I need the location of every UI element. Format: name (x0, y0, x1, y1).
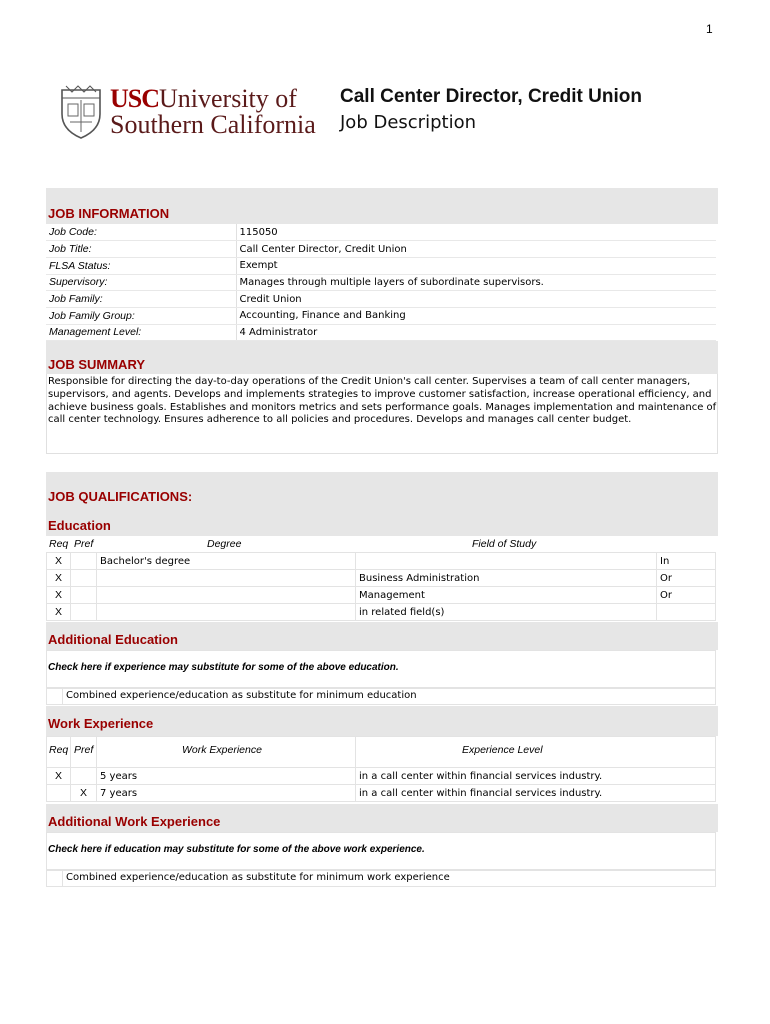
field-cell: in related field(s) (356, 604, 657, 621)
level-cell: in a call center within financial services industry. (356, 768, 716, 785)
pref-cell (71, 553, 97, 570)
table-row (47, 570, 716, 587)
work-experience-table (46, 767, 716, 802)
usc-shield-icon (58, 84, 104, 140)
degree-cell (97, 587, 356, 604)
info-label: Job Title: (46, 241, 236, 258)
logo-usc: USC (110, 84, 160, 113)
education-col-pref: Pref (74, 538, 94, 550)
conjunction-cell: In (657, 553, 716, 570)
qualifications-heading: JOB QUALIFICATIONS: (48, 489, 193, 504)
req-cell: X (47, 553, 71, 570)
info-value: 115050 (236, 224, 716, 241)
info-label: Supervisory: (46, 274, 236, 291)
conjunction-cell (657, 604, 716, 621)
table-row (46, 274, 716, 291)
work-col-pref: Pref (74, 744, 94, 756)
info-label: Job Code: (46, 224, 236, 241)
table-row (46, 291, 716, 308)
info-label: FLSA Status: (46, 257, 236, 274)
table-row (47, 553, 716, 570)
conjunction-cell: Or (657, 570, 716, 587)
logo-line1: University of (159, 84, 297, 113)
pref-cell (71, 587, 97, 604)
degree-cell: Bachelor's degree (97, 553, 356, 570)
table-row (47, 737, 716, 768)
info-value: Call Center Director, Credit Union (236, 241, 716, 258)
info-label: Management Level: (46, 324, 236, 341)
years-cell: 7 years (97, 785, 356, 802)
table-row (46, 324, 716, 341)
education-col-req: Req (49, 538, 69, 550)
work-col-experience: Work Experience (182, 744, 262, 756)
field-cell: Business Administration (356, 570, 657, 587)
info-label: Job Family Group: (46, 307, 236, 324)
table-row (46, 224, 716, 241)
pref-cell: X (71, 785, 97, 802)
additional-education-option: Combined experience/education as substitute for minimum education (66, 690, 417, 701)
table-row (46, 257, 716, 274)
page-number: 1 (706, 22, 713, 36)
logo-line2: Southern California (110, 110, 316, 139)
job-summary-text: Responsible for directing the day-to-day operations of the Credit Union's call center. Supervises a team of call center managers, supervisors, and agents. Develops and implements strategies to improve customer satisfaction, increase operational efficiency, and achieve business goals. Establishes and monitors metrics and sets performance goals. Manages implementation and maintenance of call center technology. Ensures adherence to all policies and procedures. Develops and manages call center budget. (48, 376, 717, 426)
education-col-field: Field of Study (472, 538, 537, 550)
field-cell: Management (356, 587, 657, 604)
degree-cell (97, 604, 356, 621)
job-information-table (46, 224, 716, 341)
info-label: Job Family: (46, 291, 236, 308)
additional-education-heading: Additional Education (48, 632, 178, 647)
info-value: Accounting, Finance and Banking (236, 307, 716, 324)
req-cell: X (47, 768, 71, 785)
job-summary-heading: JOB SUMMARY (48, 357, 146, 372)
work-col-req: Req (49, 744, 69, 756)
work-experience-header (46, 736, 716, 768)
table-row (46, 241, 716, 258)
document-subtitle: Job Description (340, 112, 476, 133)
table-row (47, 768, 716, 785)
additional-work-experience-heading: Additional Work Experience (48, 814, 221, 829)
work-col-level: Experience Level (462, 744, 543, 756)
degree-cell (97, 570, 356, 587)
additional-education-checkbox[interactable] (46, 688, 63, 705)
job-summary-bar (46, 341, 718, 374)
pref-cell (71, 604, 97, 621)
info-value: 4 Administrator (236, 324, 716, 341)
pref-cell (71, 570, 97, 587)
req-cell: X (47, 587, 71, 604)
pref-cell (71, 768, 97, 785)
info-value: Credit Union (236, 291, 716, 308)
additional-work-question: Check here if education may substitute for some of the above work experience. (48, 844, 425, 855)
req-cell: X (47, 570, 71, 587)
additional-education-question: Check here if experience may substitute for some of the above education. (48, 662, 399, 673)
level-cell: in a call center within financial services industry. (356, 785, 716, 802)
table-row (47, 587, 716, 604)
job-information-heading: JOB INFORMATION (48, 206, 170, 221)
table-row (47, 604, 716, 621)
document-title: Call Center Director, Credit Union (340, 86, 642, 107)
info-value: Exempt (236, 257, 716, 274)
req-cell (47, 785, 71, 802)
education-table (46, 552, 716, 621)
education-col-degree: Degree (207, 538, 242, 550)
additional-work-option: Combined experience/education as substitute for minimum work experience (66, 872, 450, 883)
table-row (46, 307, 716, 324)
field-cell (356, 553, 657, 570)
education-bar (46, 508, 718, 536)
req-cell: X (47, 604, 71, 621)
additional-work-checkbox[interactable] (46, 870, 63, 887)
conjunction-cell: Or (657, 587, 716, 604)
work-experience-heading: Work Experience (48, 716, 154, 731)
years-cell: 5 years (97, 768, 356, 785)
usc-logo (58, 84, 328, 140)
education-heading: Education (48, 518, 111, 533)
table-row (47, 785, 716, 802)
info-value: Manages through multiple layers of subordinate supervisors. (236, 274, 716, 291)
